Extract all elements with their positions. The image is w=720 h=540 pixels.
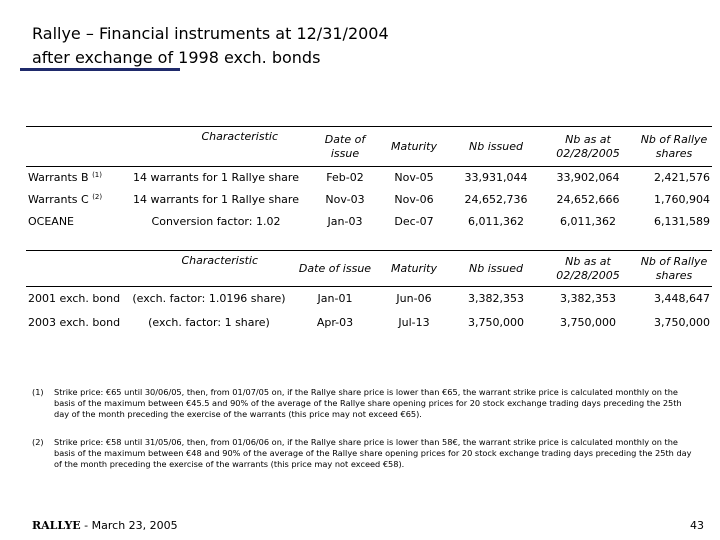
cell-characteristic: (exch. factor: 1.0196 share) [132,292,286,306]
cell-date-of-issue: Jan-03 [327,215,363,228]
header-characteristic: Characteristic [26,127,314,167]
cell-maturity: Jul-13 [398,316,430,329]
header-nb-issued: Nb issued [452,251,540,287]
footnote-text: Strike price: €65 until 30/06/05, then, from 01/07/05 on, if the Rallye share price is lower than €65, the warrant strike price is calculated monthly on the basis of the maximum between €45.5 and 90% of the average of the Rallye share opening prices for 20 stock exchange trading days preceding the 25th day of the month preceding the exercise of the warrants (this price may not exceed €65). [54,387,682,419]
cell-nb-shares: 1,760,904 [654,193,710,206]
footer-date: - March 23, 2005 [80,519,178,532]
cell-maturity: Dec-07 [394,215,434,228]
header-nb-issued: Nb issued [452,127,540,167]
table-row [26,211,712,233]
header-nb-as-at: Nb as at 02/28/2005 [540,251,636,287]
footnote-text: Strike price: €58 until 31/05/06, then, from 01/06/06 on, if the Rallye share price is lower than 58€, the warrant strike price is calculated monthly on the basis of the maximum between €48 and 90% of the average of the Rallye share opening prices for 20 stock exchange trading days preceding the 25th day of the month preceding the exercise of the warrants (this price may not exceed €58). [54,437,692,469]
brand-logo-text: RALLYE [32,519,81,532]
cell-nb-issued: 3,382,353 [468,292,524,306]
page-title [32,22,389,70]
cell-nb-shares: 3,750,000 [654,316,710,329]
cell-characteristic: (exch. factor: 1 share) [148,316,270,329]
table-row [26,287,712,311]
footnote-ref: (2) [92,193,103,201]
title-line-2: after exchange of 1998 exch. bonds [32,48,321,67]
footnote-ref: (1) [92,171,102,180]
cell-nb-as-at: 3,750,000 [560,316,616,329]
cell-date-of-issue: Nov-03 [325,193,365,206]
header-nb-shares: Nb of Rallye shares [636,127,712,167]
cell-maturity: Nov-05 [394,171,434,185]
cell-nb-issued: 3,750,000 [468,316,524,329]
header-date-of-issue: Date of issue [314,127,376,167]
footnote-2 [32,437,702,481]
page-number: 43 [690,519,704,532]
cell-characteristic: Conversion factor: 1.02 [151,215,281,228]
cell-date-of-issue: Feb-02 [326,171,364,185]
cell-nb-as-at: 3,382,353 [560,292,616,306]
footnote-number: (2) [32,437,44,447]
cell-date-of-issue: Apr-03 [316,316,354,329]
row-name: 2001 exch. bond [28,292,121,306]
cell-date-of-issue: Jan-01 [317,292,353,306]
table-row [26,167,712,189]
footnote-number: (1) [32,387,44,397]
cell-nb-shares: 2,421,576 [654,171,710,185]
cell-nb-issued: 24,652,736 [464,193,528,206]
cell-nb-as-at: 33,902,064 [556,171,620,185]
cell-characteristic: 14 warrants for 1 Rallye share [133,193,299,206]
cell-nb-issued: 33,931,044 [464,171,528,185]
title-line-1: Rallye – Financial instruments at 12/31/2004 [32,24,389,43]
row-name: Warrants C $^{(2)}$ [28,193,103,206]
header-characteristic: Characteristic [26,251,294,287]
header-nb-shares: Nb of Rallye shares [636,251,712,287]
cell-nb-shares: 6,131,589 [654,215,710,228]
header-maturity: Maturity [376,251,452,287]
row-name: Warrants B $^{(1)}$ [28,171,102,185]
cell-nb-as-at: 24,652,666 [556,193,620,206]
row-name: OCEANE [28,215,74,228]
footnote-1 [32,387,702,431]
row-name: 2003 exch. bond [28,316,121,329]
cell-nb-issued: 6,011,362 [468,215,524,228]
header-maturity: Maturity [376,127,452,167]
footer-brand [32,519,178,532]
cell-characteristic: 14 warrants for 1 Rallye share [133,171,299,185]
table-row [26,189,712,211]
header-nb-as-at: Nb as at 02/28/2005 [540,127,636,167]
cell-maturity: Nov-06 [394,193,434,206]
title-underline [20,68,180,71]
exchange-bonds-table [26,250,712,335]
table-row [26,311,712,335]
header-date-of-issue: Date of issue [294,251,376,287]
cell-maturity: Jun-06 [396,292,432,306]
cell-nb-shares: 3,448,647 [654,292,710,306]
instruments-table [26,126,712,233]
cell-nb-as-at: 6,011,362 [560,215,616,228]
